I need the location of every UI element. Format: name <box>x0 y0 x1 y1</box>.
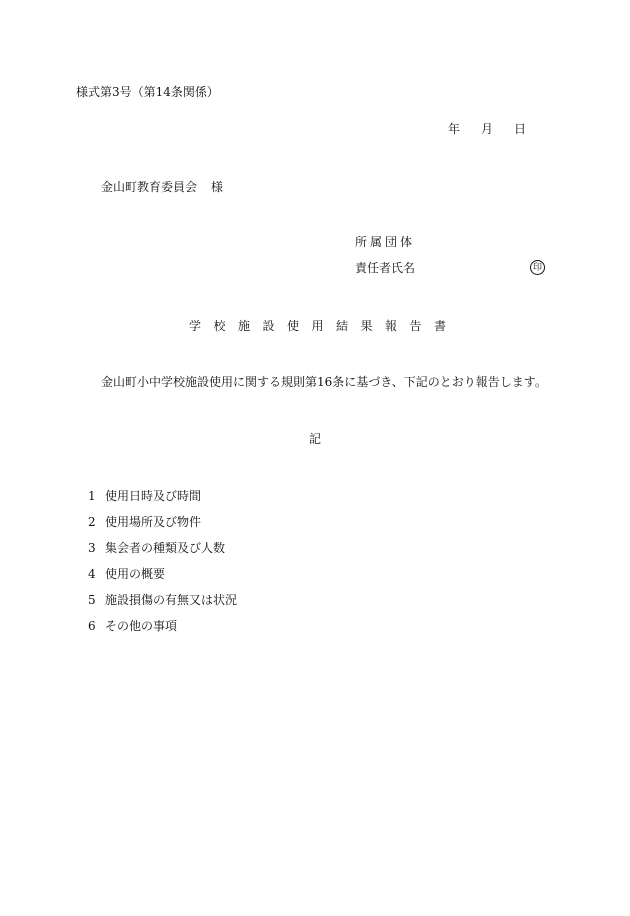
day-label: 日 <box>514 122 527 136</box>
item-number: 6 <box>88 619 96 633</box>
month-label: 月 <box>481 122 494 136</box>
document-title: 学校施設使用結果報告書 <box>189 319 459 333</box>
list-item <box>88 488 237 514</box>
item-number: 2 <box>88 515 96 529</box>
form-number: 様式第3号（第14条関係） <box>76 85 219 99</box>
representative-label: 責任者氏名 <box>355 261 416 275</box>
item-label: 使用の概要 <box>105 567 166 581</box>
date-line <box>448 121 526 137</box>
organization-label: 所属団体 <box>355 235 416 249</box>
item-label: 使用日時及び時間 <box>105 489 202 503</box>
seal-icon: 印 <box>530 260 545 275</box>
addressee <box>101 179 223 195</box>
item-number: 4 <box>88 567 96 581</box>
item-number: 3 <box>88 541 96 555</box>
addressee-name: 金山町教育委員会 <box>101 180 198 194</box>
intro-text: 金山町小中学校施設使用に関する規則第16条に基づき、下記のとおり報告します。 <box>101 375 547 389</box>
item-label: 集会者の種類及び人数 <box>105 541 226 555</box>
item-label: 使用場所及び物件 <box>105 515 202 529</box>
item-number: 5 <box>88 593 96 607</box>
item-list <box>88 488 237 644</box>
list-item <box>88 618 237 644</box>
ki-label: 記 <box>309 432 322 446</box>
list-item <box>88 592 237 618</box>
year-label: 年 <box>448 122 461 136</box>
item-label: 施設損傷の有無又は状況 <box>105 593 238 607</box>
list-item <box>88 566 237 592</box>
list-item <box>88 540 237 566</box>
item-number: 1 <box>88 489 96 503</box>
addressee-honorific: 様 <box>211 180 224 194</box>
list-item <box>88 514 237 540</box>
item-label: その他の事項 <box>105 619 178 633</box>
